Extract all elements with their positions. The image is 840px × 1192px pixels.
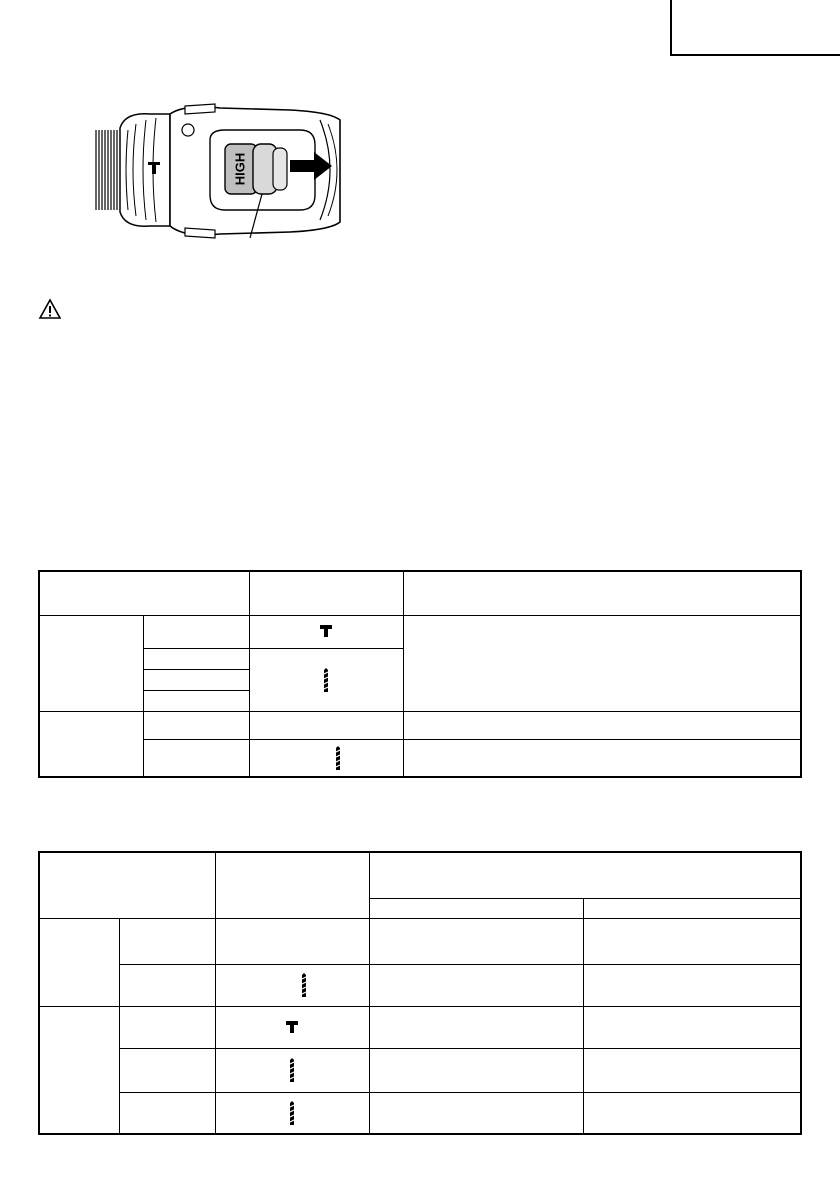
table-cell xyxy=(369,898,583,918)
table-cell xyxy=(215,1092,369,1134)
table-cell xyxy=(215,1048,369,1092)
table-row xyxy=(39,615,801,648)
table-cell xyxy=(583,964,801,1006)
table-cell xyxy=(119,964,215,1006)
table-cell xyxy=(583,1048,801,1092)
table-cell xyxy=(249,739,403,777)
table-row xyxy=(39,1092,801,1134)
table-cell xyxy=(403,571,801,615)
table-cell xyxy=(403,711,801,739)
table-cell xyxy=(143,648,249,669)
table-cell xyxy=(369,852,801,898)
table-cell xyxy=(143,739,249,777)
table-cell xyxy=(215,918,369,964)
table-cell xyxy=(119,1092,215,1134)
table-cell xyxy=(249,571,403,615)
drill-bit-icon xyxy=(322,668,330,692)
table-cell xyxy=(369,964,583,1006)
screwdriver-bit-icon xyxy=(320,625,332,637)
table-cell xyxy=(369,1092,583,1134)
table-cell xyxy=(369,1048,583,1092)
high-switch-label: HIGH xyxy=(232,152,248,186)
warning-triangle-icon xyxy=(38,298,62,320)
table-cell xyxy=(583,898,801,918)
table-cell xyxy=(143,690,249,711)
table-row xyxy=(39,711,801,739)
speed-torque-table xyxy=(38,851,802,1135)
table-cell xyxy=(215,852,369,918)
table-cell xyxy=(143,669,249,690)
drill-illustration xyxy=(90,100,350,242)
table-row xyxy=(39,1048,801,1092)
table-row xyxy=(39,964,801,1006)
drill-bit-icon xyxy=(288,1058,296,1082)
table-cell xyxy=(583,1092,801,1134)
table-cell xyxy=(39,571,249,615)
mode-selection-table xyxy=(38,570,802,778)
table-cell xyxy=(403,739,801,777)
table-cell xyxy=(215,964,369,1006)
page-corner-box xyxy=(670,0,840,56)
table-cell xyxy=(119,1006,215,1048)
table-cell xyxy=(249,648,403,711)
table-cell xyxy=(369,1006,583,1048)
table-row xyxy=(39,1006,801,1048)
table-cell xyxy=(403,615,801,711)
table-cell xyxy=(39,711,143,777)
table-cell xyxy=(39,615,143,711)
table-cell xyxy=(39,918,119,1006)
table-cell xyxy=(215,1006,369,1048)
table-cell xyxy=(119,1048,215,1092)
table-cell xyxy=(249,615,403,648)
table-cell xyxy=(39,852,215,918)
table-cell xyxy=(249,711,403,739)
table-cell xyxy=(369,918,583,964)
table-cell xyxy=(583,918,801,964)
table-cell xyxy=(143,615,249,648)
table-cell xyxy=(143,711,249,739)
table-row xyxy=(39,739,801,777)
drill-bit-icon xyxy=(334,746,342,770)
table-cell xyxy=(119,918,215,964)
table-header-row xyxy=(39,571,801,615)
drill-bit-icon xyxy=(300,973,308,997)
table-cell xyxy=(583,1006,801,1048)
table-cell xyxy=(39,1006,119,1134)
chuck-ribs xyxy=(96,130,117,210)
table-row xyxy=(39,918,801,964)
drill-bit-icon xyxy=(288,1101,296,1125)
table-header-row xyxy=(39,852,801,898)
screwdriver-bit-icon xyxy=(286,1021,298,1033)
